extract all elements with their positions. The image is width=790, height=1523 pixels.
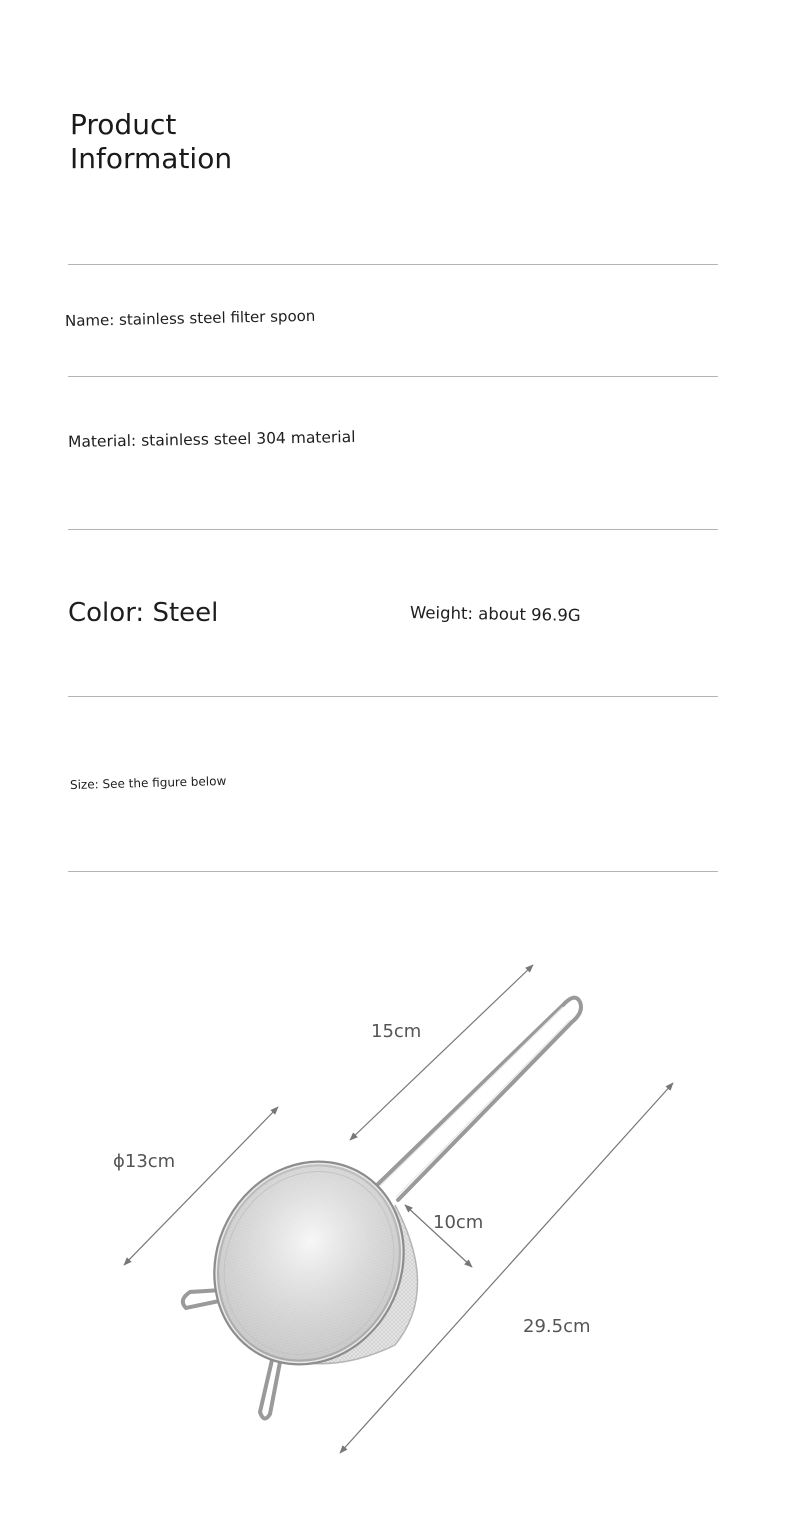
spec-weight: Weight: about 96.9G [409, 603, 581, 625]
page-title [70, 108, 232, 176]
divider [68, 264, 718, 265]
title-line-1: Product [70, 108, 177, 141]
title-line-2: Information [70, 142, 233, 175]
strainer-image [182, 998, 581, 1419]
dimension-label-total: 29.5cm [523, 1316, 591, 1337]
spec-color: Color: Steel [68, 598, 219, 628]
dimension-label-diameter: ϕ13cm [113, 1151, 176, 1172]
dimension-line-handle [350, 965, 533, 1140]
divider [68, 696, 718, 697]
strainer-dimension-figure [0, 940, 790, 1480]
dimension-label-handle: 15cm [371, 1021, 422, 1042]
spec-material: Material: stainless steel 304 material [67, 427, 356, 451]
spec-name: Name: stainless steel filter spoon [64, 306, 316, 330]
spec-size: Size: See the figure below [69, 773, 227, 792]
divider [68, 871, 718, 872]
divider [68, 376, 718, 377]
dimension-label-depth: 10cm [433, 1212, 484, 1233]
divider [68, 529, 718, 530]
